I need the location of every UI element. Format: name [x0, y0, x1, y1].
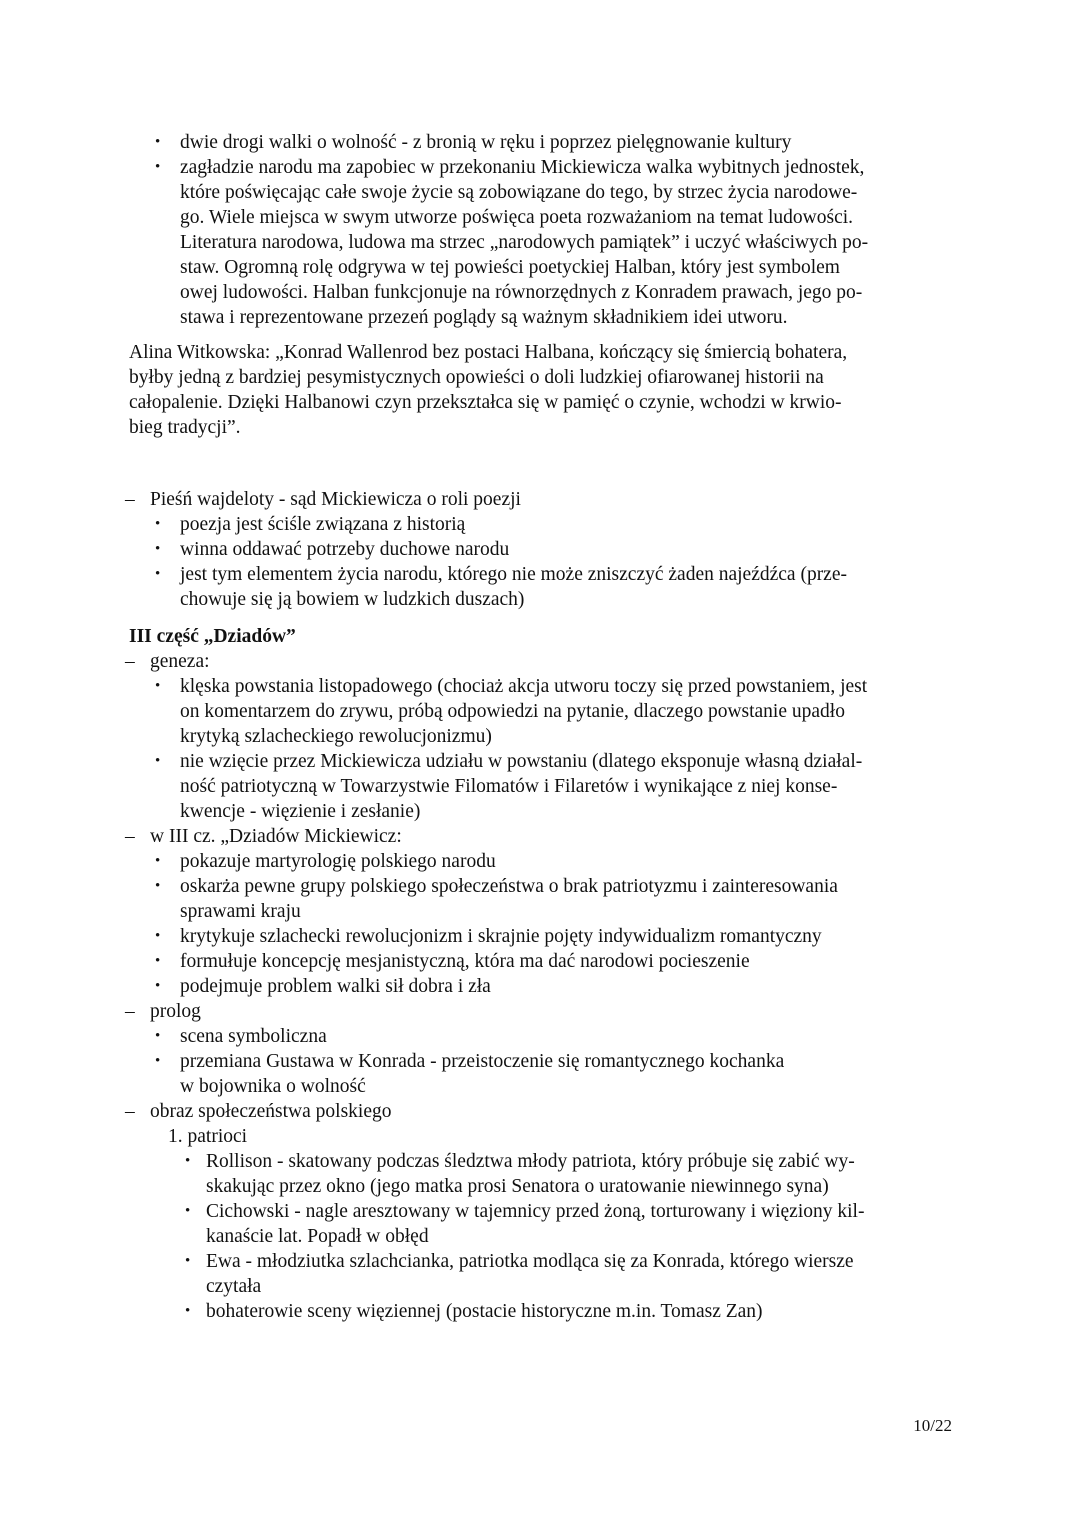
list-item-line: w bojownika o wolność: [180, 1076, 366, 1097]
list-item-line: scena symboliczna: [180, 1026, 327, 1047]
bullet-marker: •: [155, 978, 161, 994]
list-item-line: Literatura narodowa, ludowa ma strzec „narodowych pamiątek” i uczyć właściwych po-: [180, 232, 869, 253]
list-item-line: stawa i reprezentowane przezeń poglądy są ważnym składnikiem idei utworu.: [180, 307, 788, 328]
bullet-marker: •: [155, 928, 161, 944]
bullet-marker: •: [185, 1153, 191, 1169]
dash-item: w III cz. „Dziadów Mickiewicz:: [150, 826, 402, 847]
list-item-line: oskarża pewne grupy polskiego społeczeństwa o brak patriotyzmu i zainteresowania: [180, 876, 838, 897]
page-number: 10/22: [913, 1416, 952, 1435]
paragraph-line: całopalenie. Dzięki Halbanowi czyn przekształca się w pamięć o czynie, wchodzi w krwio-: [129, 392, 842, 413]
bullet-marker: •: [155, 159, 161, 175]
paragraph-line: Alina Witkowska: „Konrad Wallenrod bez postaci Halbana, kończący się śmiercią bohatera,: [129, 342, 848, 363]
list-item-line: formułuje koncepcję mesjanistyczną, która ma dać narodowi pocieszenie: [180, 951, 750, 972]
paragraph-line: bieg tradycji”.: [129, 417, 241, 438]
bullet-marker: •: [185, 1203, 191, 1219]
bullet-marker: •: [155, 878, 161, 894]
list-item-line: przemiana Gustawa w Konrada - przeistoczenie się romantycznego kochanka: [180, 1051, 785, 1072]
bullet-marker: •: [155, 566, 161, 582]
bullet-marker: •: [155, 134, 161, 150]
dash-item: Pieśń wajdeloty - sąd Mickiewicza o roli poezji: [150, 489, 521, 510]
list-item-line: kanaście lat. Popadł w obłęd: [206, 1226, 429, 1247]
bullet-marker: •: [155, 516, 161, 532]
bullet-marker: •: [155, 1053, 161, 1069]
bullet-marker: •: [185, 1303, 191, 1319]
bullet-marker: •: [155, 953, 161, 969]
list-item-line: skakując przez okno (jego matka prosi Senatora o uratowanie niewinnego syna): [206, 1176, 829, 1197]
list-item-line: poezja jest ściśle związana z historią: [180, 514, 466, 535]
bullet-marker: •: [155, 753, 161, 769]
list-item-line: dwie drogi walki o wolność - z bronią w ręku i poprzez pielęgnowanie kultury: [180, 132, 792, 153]
bullet-marker: •: [155, 1028, 161, 1044]
dash-item: geneza:: [150, 651, 210, 672]
dash-marker: –: [125, 651, 135, 672]
dash-item: prolog: [150, 1001, 201, 1022]
section-heading: III część „Dziadów”: [129, 626, 296, 647]
dash-marker: –: [125, 489, 135, 510]
list-item-line: staw. Ogromną rolę odgrywa w tej powieści poetyckiej Halban, który jest symbolem: [180, 257, 840, 278]
list-item-line: owej ludowości. Halban funkcjonuje na równorzędnych z Konradem prawach, jego po-: [180, 282, 863, 303]
list-item-line: pokazuje martyrologię polskiego narodu: [180, 851, 496, 872]
list-item-line: Ewa - młodziutka szlachcianka, patriotka modląca się za Konrada, którego wiersze: [206, 1251, 854, 1272]
list-item-line: kwencje - więzienie i zesłanie): [180, 801, 421, 822]
list-item-line: ność patriotyczną w Towarzystwie Filomatów i Filaretów i wynikające z niej konse-: [180, 776, 838, 797]
list-item-line: klęska powstania listopadowego (chociaż akcja utworu toczy się przed powstaniem, jest: [180, 676, 868, 697]
paragraph-line: byłby jedną z bardziej pesymistycznych opowieści o doli ludzkiej ofiarowanej historii na: [129, 367, 824, 388]
list-item-line: podejmuje problem walki sił dobra i zła: [180, 976, 491, 997]
list-item-line: go. Wiele miejsca w swym utworze poświęca poeta rozważaniom na temat ludowości.: [180, 207, 854, 228]
list-item-line: sprawami kraju: [180, 901, 301, 922]
list-item-line: krytykuje szlachecki rewolucjonizm i skrajnie pojęty indywidualizm romantyczny: [180, 926, 822, 947]
bullet-marker: •: [155, 541, 161, 557]
list-item-line: krytyką szlacheckiego rewolucjonizmu): [180, 726, 492, 747]
numbered-item: 1. patrioci: [168, 1126, 248, 1147]
dash-marker: –: [125, 1101, 135, 1122]
list-item-line: Cichowski - nagle aresztowany w tajemnicy przed żoną, torturowany i więziony kil-: [206, 1201, 865, 1222]
list-item-line: bohaterowie sceny więziennej (postacie historyczne m.in. Tomasz Zan): [206, 1301, 763, 1322]
bullet-marker: •: [185, 1253, 191, 1269]
list-item-line: winna oddawać potrzeby duchowe narodu: [180, 539, 510, 560]
list-item-line: on komentarzem do zrywu, próbą odpowiedzi na pytanie, dlaczego powstanie upadło: [180, 701, 845, 722]
bullet-marker: •: [155, 678, 161, 694]
dash-item: obraz społeczeństwa polskiego: [150, 1101, 392, 1122]
dash-marker: –: [125, 1001, 135, 1022]
list-item-line: jest tym elementem życia narodu, którego nie może zniszczyć żaden najeźdźca (prze-: [180, 564, 847, 585]
bullet-marker: •: [155, 853, 161, 869]
list-item-line: zagładzie narodu ma zapobiec w przekonaniu Mickiewicza walka wybitnych jednostek,: [180, 157, 865, 178]
list-item-line: czytała: [206, 1276, 262, 1297]
dash-marker: –: [125, 826, 135, 847]
list-item-line: chowuje się ją bowiem w ludzkich duszach): [180, 589, 525, 610]
list-item-line: Rollison - skatowany podczas śledztwa młody patriota, który próbuje się zabić wy-: [206, 1151, 855, 1172]
list-item-line: nie wzięcie przez Mickiewicza udziału w powstaniu (dlatego eksponuje własną działal-: [180, 751, 863, 772]
list-item-line: które poświęcając całe swoje życie są zobowiązane do tego, by strzec życia narodowe-: [180, 182, 858, 203]
